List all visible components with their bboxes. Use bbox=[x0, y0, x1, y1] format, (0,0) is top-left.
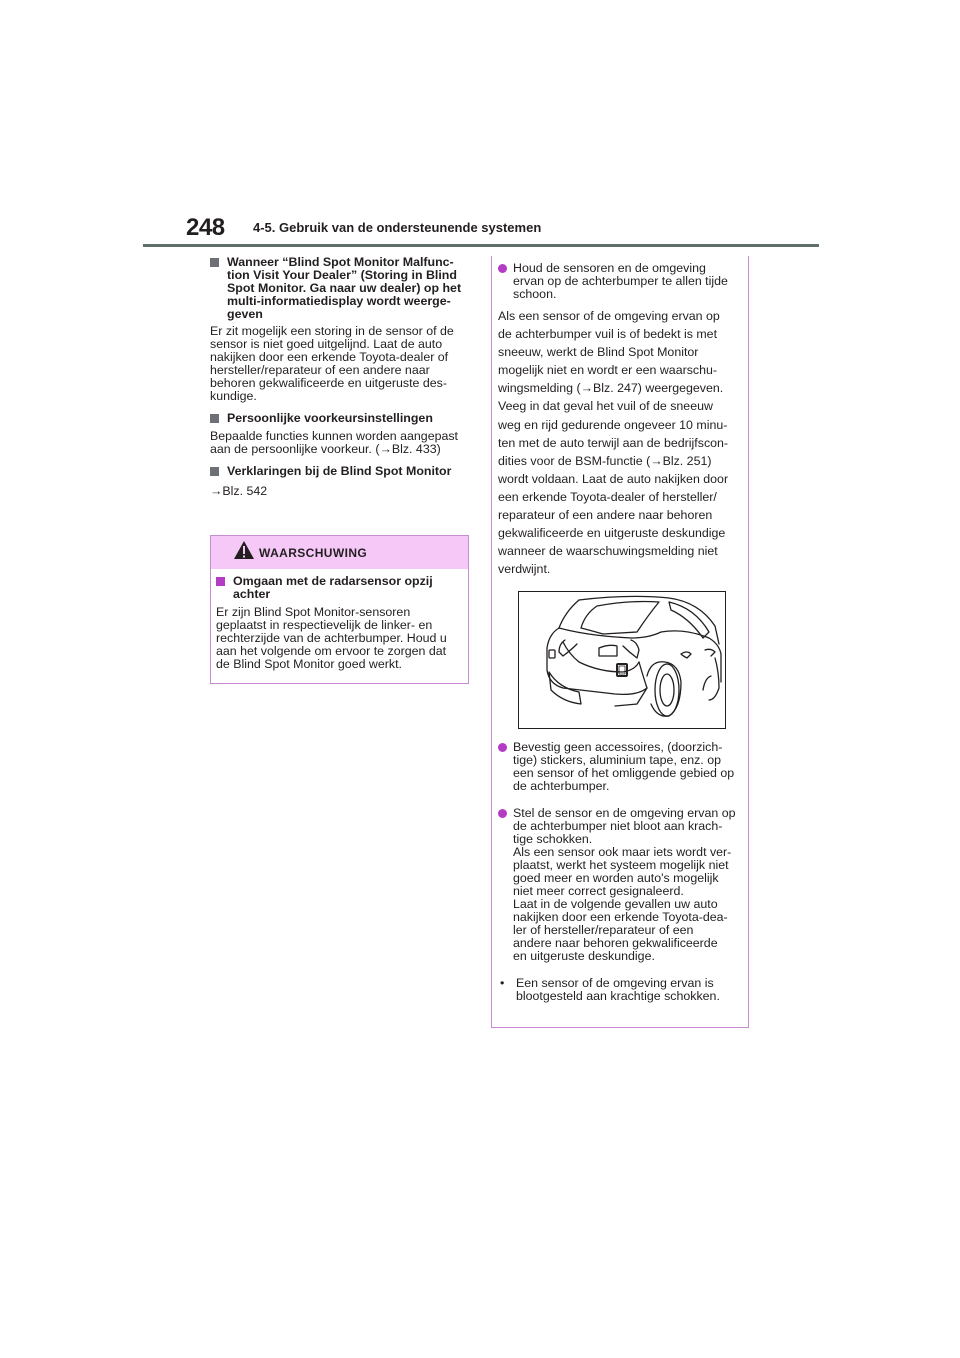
list-item-strong-impact: • Een sensor of de omgeving ervan is blootgesteld aan krachtige schokken. bbox=[500, 976, 720, 1004]
topic-explanations: Verklaringen bij de Blind Spot Monitor bbox=[210, 465, 468, 478]
round-bullet-icon bbox=[498, 743, 507, 752]
page-reference-link[interactable]: →Blz. 542 bbox=[210, 484, 268, 498]
right-column-warning-continued bbox=[491, 256, 749, 1028]
round-bullet-icon bbox=[498, 809, 507, 818]
topic-malfunction-body: Er zit mogelijk een storing in de sensor of de sensor is niet goed uitgelijnd. Laat de auto nakijken door een erkende Toyota-dealer of hersteller/reparateur of een andere naar behoren gekwalificeerde en uitgeruste des- kundige. bbox=[210, 324, 454, 403]
warning-box bbox=[210, 535, 469, 684]
header-rule bbox=[143, 244, 819, 247]
dirty-sensor-paragraph: Als een sensor of de omgeving ervan op de achterbumper vuil is of bedekt is met sneeuw, werkt de Blind Spot Monitor mogelijk niet en wordt er een waarschu- wingsmelding (→Blz. 247) weergegeven. Veeg in dat geval het vuil of de sneeuw weg en rijd gedurende ongeveer 10 minu- ten met de auto terwijl aan de bedrijfscon- dities voor de BSM-functie (→Blz. 251) wordt voldaan. Laat de auto nakijken door een erkende Toyota-dealer of hersteller/ reparateur of een andere naar behoren gekwalificeerde en uitgeruste deskundige wanneer de waarschuwingsmelding niet verdwijnt. bbox=[498, 309, 729, 577]
topic-malfunction bbox=[210, 256, 468, 321]
square-bullet-icon bbox=[210, 467, 219, 476]
topic-personal-settings-body: Bepaalde functies kunnen worden aangepast aan de persoonlijke voorkeur. (→Blz. 433) bbox=[210, 429, 459, 456]
page-number: 248 bbox=[186, 214, 225, 241]
left-column bbox=[210, 256, 468, 498]
square-bullet-icon bbox=[210, 414, 219, 423]
round-bullet-icon bbox=[498, 264, 507, 273]
warning-triangle-icon bbox=[233, 540, 255, 560]
warning-label: WAARSCHUWING bbox=[259, 546, 368, 560]
warning-topic: Omgaan met de radarsensor opzij achter bbox=[216, 575, 463, 601]
topic-personal-settings: Persoonlijke voorkeursinstellingen bbox=[210, 412, 468, 425]
bullet-no-impacts: Stel de sensor en de omgeving ervan op de achterbumper niet bloot aan krach- tige schokken. Als een sensor ook maar iets wordt ver- plaatst, werkt het systeem mogelijk niet goed meer en worden auto's mogelijk niet meer correct gesignaleerd. Laat in de volgende gevallen uw auto nakijken door een erkende Toyota-dea- ler of hersteller/reparateur of een andere naar behoren gekwalificeerde en uitgeruste deskundige. bbox=[498, 807, 740, 963]
square-bullet-icon bbox=[210, 258, 219, 267]
list-bullet-mark: • bbox=[500, 976, 505, 991]
bullet-no-accessories: Bevestig geen accessoires, (doorzich- tige) stickers, aluminium tape, enz. op een sensor of het omliggende gebied op de achterbumper. bbox=[498, 741, 740, 793]
square-bullet-icon bbox=[216, 577, 225, 586]
topic-malfunction-title: Wanneer “Blind Spot Monitor Malfunc- tion Visit Your Dealer” (Storing in Blind Spot Monitor. Ga naar uw dealer) op het multi-informatiedisplay wordt weerge- geven bbox=[227, 255, 462, 321]
warning-body bbox=[211, 569, 468, 671]
rear-car-illustration bbox=[518, 591, 726, 729]
warning-text: Er zijn Blind Spot Monitor-sensoren geplaatst in respectievelijk de linker- en rechterzijde van de achterbumper. Houd u aan het volgende om ervoor te zorgen dat de Blind Spot Monitor goed werkt. bbox=[216, 605, 447, 671]
bullet-keep-clean: Houd de sensoren en de omgeving ervan op de achterbumper te allen tijde schoon. bbox=[498, 262, 740, 301]
section-title: 4-5. Gebruik van de ondersteunende systemen bbox=[253, 220, 542, 235]
warning-header bbox=[211, 536, 468, 569]
